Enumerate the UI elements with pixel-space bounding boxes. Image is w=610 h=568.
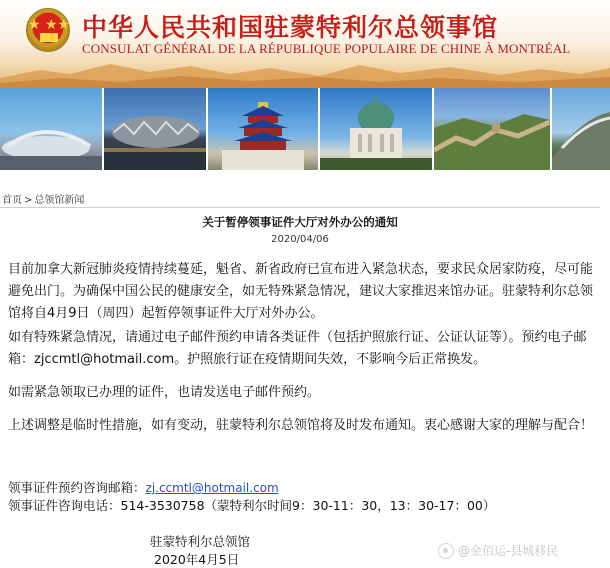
notice-date: 2020/04/06 <box>271 234 329 245</box>
national-emblem-icon: ★ ★★ <box>26 8 70 52</box>
watermark <box>438 542 558 559</box>
weibo-icon <box>438 543 454 559</box>
notice-paragraph-3: 如需紧急领取已办理的证件，也请发送电子邮件预约。 <box>8 385 321 400</box>
consulate-title-cn: 中华人民共和国驻蒙特利尔总领事馆 <box>82 13 499 42</box>
great-wall-photo <box>434 88 550 170</box>
site-banner <box>0 0 610 88</box>
notice-paragraph-4: 上述调整是临时性措施，如有变动，驻蒙特利尔总领馆将及时发布通知。衷心感谢大家的理解与配合！ <box>8 418 594 433</box>
email-link[interactable]: zj.ccmtl@hotmail.com <box>145 481 279 495</box>
breadcrumb-separator: > <box>24 195 33 206</box>
signature: 驻蒙特利尔总领馆 <box>150 534 251 549</box>
consulate-title-fr: CONSULAT GÉNÉRAL DE LA RÉPUBLIQUE POPULAIRE DE CHINE À MONTRÉAL <box>82 41 571 56</box>
oratory-dome-photo <box>320 88 432 170</box>
phone-contact-line: 领事证件咨询电话：514-3530758（蒙特利尔时间9：30-11：30，13：30-17：00） <box>8 498 496 513</box>
great-wall-silhouette <box>0 56 610 88</box>
breadcrumb-news-link[interactable]: 总领馆新闻 <box>34 195 85 206</box>
stadium-edge-photo <box>552 88 610 170</box>
breadcrumb-home-link[interactable]: 首页 <box>2 195 22 206</box>
notice-title: 关于暂停领事证件大厅对外办公的通知 <box>202 215 398 229</box>
email-contact-line <box>8 478 279 496</box>
email-label: 领事证件预约咨询邮箱： <box>8 480 146 495</box>
temple-of-heaven-photo <box>208 88 318 170</box>
olympic-stadium-photo <box>0 88 102 170</box>
divider <box>0 207 600 208</box>
birds-nest-photo <box>104 88 206 170</box>
photo-strip <box>0 88 610 170</box>
watermark-text: @金佰运-县城移民 <box>458 544 559 558</box>
notice-paragraph-2: 如有特殊紧急情况，请通过电子邮件预约申请各类证件（包括护照旅行证、公证认证等）。预约电子邮箱：zjccmtl@hotmail.com。护照旅行证在疫情期间失效，不影响今后正常换发。 <box>8 330 587 367</box>
signature-date: 2020年4月5日 <box>154 552 240 567</box>
breadcrumb <box>2 191 84 206</box>
notice-paragraph-1: 目前加拿大新冠肺炎疫情持续蔓延，魁省、新省政府已宣布进入紧急状态，要求民众居家防疫，尽可能避免出门。为确保中国公民的健康安全，如无特殊紧急情况，建议大家推迟来馆办证。驻蒙特利尔总领馆将自4月9日（周四）起暂停领事证件大厅对外办公。 <box>8 262 594 321</box>
